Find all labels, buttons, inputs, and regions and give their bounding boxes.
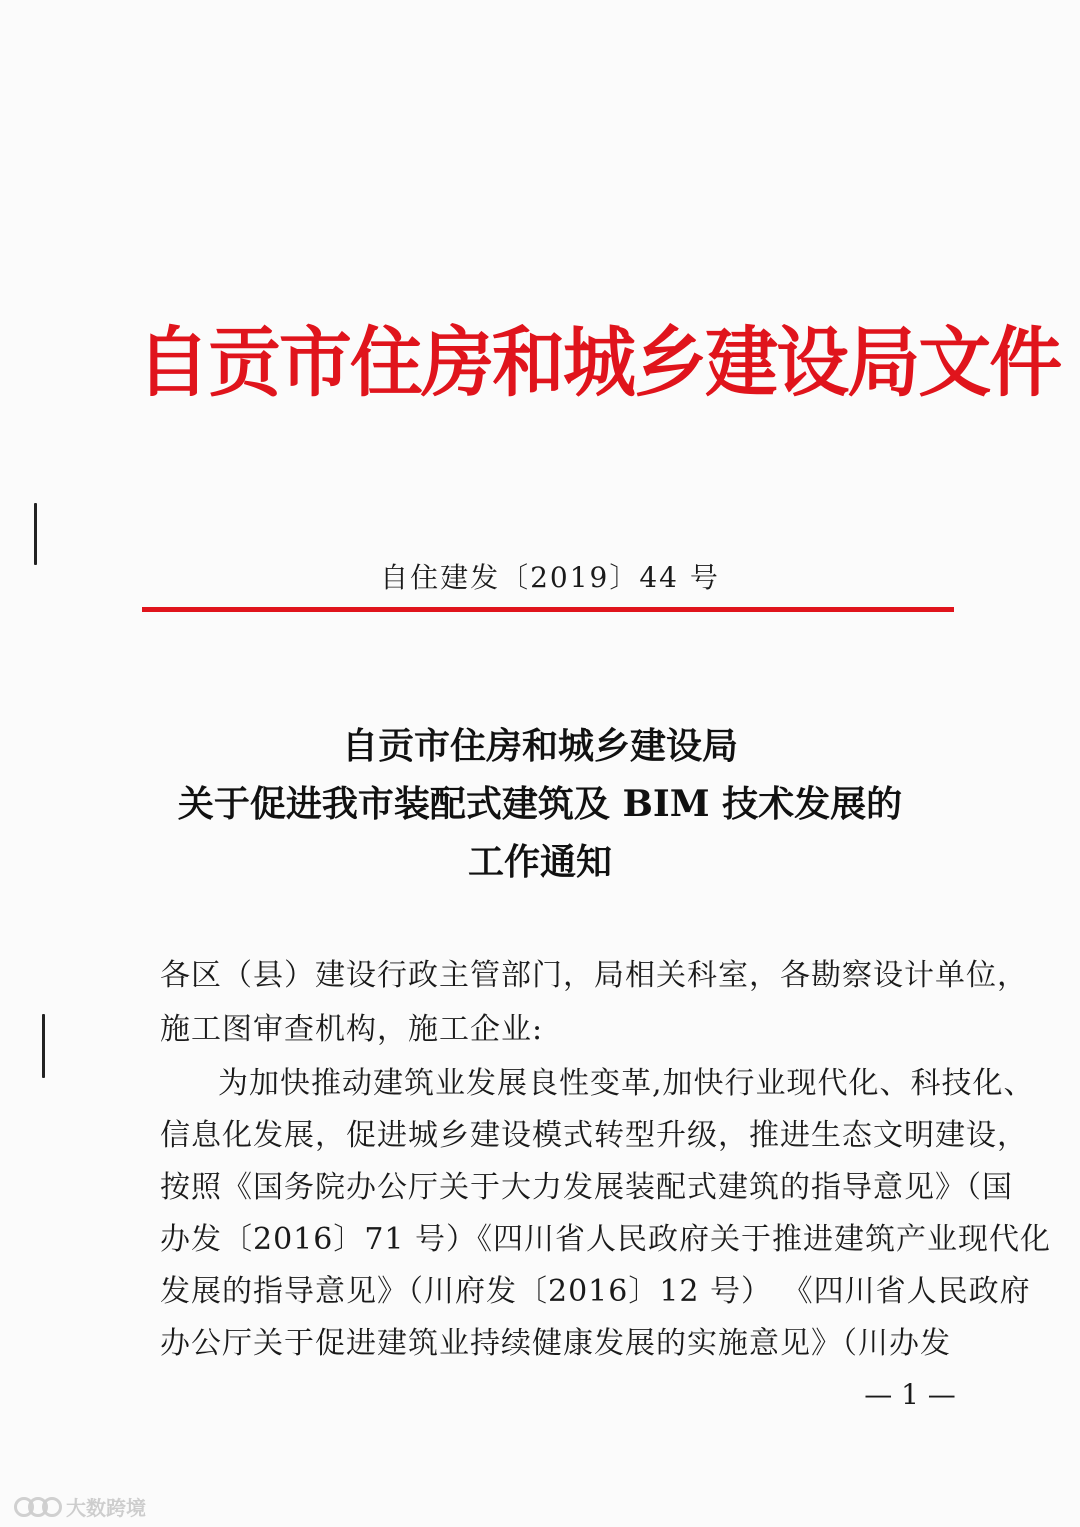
body-text-line: 施工图审查机构，施工企业: — [160, 1012, 544, 1047]
agency-red-header: 自贡市住房和城乡建设局文件 — [136, 318, 1061, 407]
body-text-line: 各区（县）建设行政主管部门，局相关科室，各勘察设计单位， — [160, 958, 1028, 993]
document-number: 自住建发〔2019〕44 号 — [380, 561, 720, 594]
document-title-line-2: 关于促进我市装配式建筑及 BIM 技术发展的 — [177, 783, 903, 825]
body-text-line: 办公厅关于促进建筑业持续健康发展的实施意见》（川办发 — [160, 1326, 951, 1361]
red-separator-rule — [142, 607, 954, 612]
body-text-line: 信息化发展，促进城乡建设模式转型升级，推进生态文明建设， — [160, 1118, 1028, 1153]
binding-mark — [42, 1014, 45, 1078]
body-text-line: 办发〔2016〕71 号）《四川省人民政府关于推进建筑产业现代化 — [160, 1222, 1052, 1257]
binding-mark — [34, 503, 37, 565]
watermark-text: 大数跨境 — [66, 1496, 146, 1520]
document-title-line-1: 自贡市住房和城乡建设局 — [341, 725, 738, 767]
watermark-logo-icon — [14, 1495, 60, 1519]
watermark — [14, 1492, 146, 1521]
body-text-line: 按照《国务院办公厅关于大力发展装配式建筑的指导意见》（国 — [160, 1170, 1013, 1205]
body-text-line: 为加快推动建筑业发展良性变革,加快行业现代化、科技化、 — [218, 1066, 1035, 1101]
body-text-line: 发展的指导意见》（川府发〔2016〕12 号） 《四川省人民政府 — [160, 1274, 1031, 1309]
document-title-line-3: 工作通知 — [467, 841, 612, 883]
page-number: — 1 — — [864, 1378, 956, 1411]
